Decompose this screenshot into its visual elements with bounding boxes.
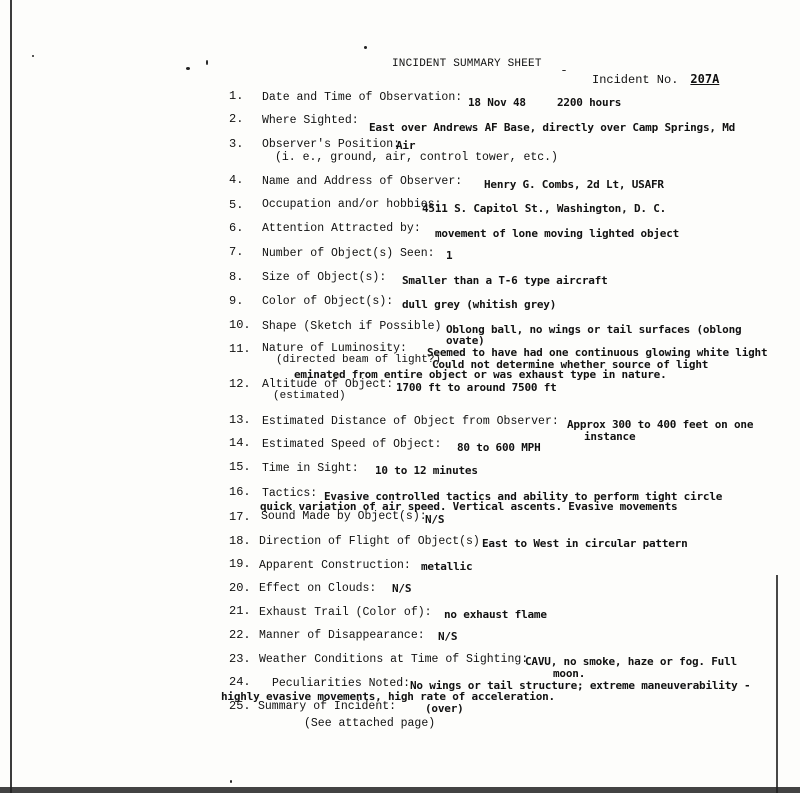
item-answer: instance <box>584 430 636 443</box>
item-answer: moon. <box>553 667 586 680</box>
item-number: 25. <box>229 699 251 713</box>
item-label: Weather Conditions at Time of Sighting: <box>259 653 529 666</box>
item-answer: Could not determine whether source of light <box>432 358 709 371</box>
item-answer: dull grey (whitish grey) <box>402 298 557 311</box>
item-answer: Air <box>396 139 416 152</box>
item-label: Estimated Distance of Object from Observer: <box>262 415 559 428</box>
item-label: Sound Made by Object(s): <box>261 510 427 523</box>
item-note: (estimated) <box>273 390 346 402</box>
item-answer: Approx 300 to 400 feet on one <box>567 418 754 431</box>
scan-left-edge <box>10 0 12 793</box>
item-answer: CAVU, no smoke, haze or fog. Full <box>525 655 737 668</box>
item-label: Tactics: <box>262 487 318 500</box>
item-answer: 1700 ft to around 7500 ft <box>396 381 557 394</box>
item-answer: (over) <box>425 702 464 715</box>
item-label: Apparent Construction: <box>259 559 411 572</box>
item-label: Size of Object(s): <box>262 271 387 284</box>
item-answer: Smaller than a T-6 type aircraft <box>402 274 608 287</box>
item-number: 22. <box>229 628 251 642</box>
item-number: 11. <box>229 342 251 356</box>
item-label: Time in Sight: <box>262 462 359 475</box>
incident-number-label: Incident No. <box>592 73 679 87</box>
item-number: 8. <box>229 270 244 284</box>
item-number: 19. <box>229 557 251 571</box>
item-label: Altitude of Object: <box>262 378 394 391</box>
item-label: Effect on Clouds: <box>259 582 377 595</box>
item-number: 17. <box>229 510 251 524</box>
scan-right-edge <box>776 575 778 793</box>
item-answer: N/S <box>392 582 412 595</box>
item-answer: 18 Nov 48 <box>468 96 526 109</box>
item-answer: East to West in circular pattern <box>482 537 688 550</box>
item-number: 14. <box>229 436 251 450</box>
item-number: 23. <box>229 652 251 666</box>
item-answer: ovate) <box>446 334 485 347</box>
item-answer: N/S <box>425 513 445 526</box>
item-answer: 1 <box>446 249 453 262</box>
item-answer: metallic <box>421 560 473 573</box>
item-number: 9. <box>229 294 244 308</box>
item-answer: Evasive controlled tactics and ability to perform tight circle <box>324 490 723 503</box>
item-label: Shape (Sketch if Possible) <box>262 320 442 333</box>
item-number: 1. <box>229 89 244 103</box>
item-number: 2. <box>229 112 244 126</box>
item-answer: 80 to 600 MPH <box>457 441 541 454</box>
item-label: Observer's Position: <box>262 138 401 151</box>
item-number: 6. <box>229 221 244 235</box>
item-label: Direction of Flight of Object(s) <box>259 535 480 548</box>
incident-number: 207A <box>690 72 720 86</box>
item-number: 5. <box>229 198 244 212</box>
incident-number-line <box>592 72 719 87</box>
item-answer: N/S <box>438 630 458 643</box>
item-label: Occupation and/or hobbies: <box>262 198 442 211</box>
item-label: Estimated Speed of Object: <box>262 438 442 451</box>
item-answer: Henry G. Combs, 2d Lt, USAFR <box>484 178 664 191</box>
item-answer: 4511 S. Capitol St., Washington, D. C. <box>422 202 667 215</box>
item-number: 16. <box>229 485 251 499</box>
item-answer: 2200 hours <box>557 96 622 109</box>
item-note: (See attached page) <box>304 717 436 730</box>
scan-speck <box>230 780 232 783</box>
item-note: (directed beam of light?) <box>276 354 442 366</box>
item-answer: Seemed to have had one continuous glowing white light <box>427 346 768 359</box>
item-label: Exhaust Trail (Color of): <box>259 606 432 619</box>
item-answer: no exhaust flame <box>444 608 547 621</box>
item-label: Peculiarities Noted: <box>272 677 411 690</box>
item-label: Color of Object(s): <box>262 295 394 308</box>
scan-bottom-edge <box>0 787 800 793</box>
item-answer: East over Andrews AF Base, directly over Camp Springs, Md <box>369 121 736 134</box>
item-answer: eminated from entire object or was exhaust type in nature. <box>294 368 667 381</box>
item-number: 12. <box>229 377 251 391</box>
item-label: Where Sighted: <box>262 114 359 127</box>
item-note: (i. e., ground, air, control tower, etc.) <box>275 151 558 164</box>
item-answer: quick variation of air speed. Vertical ascents. Evasive movements <box>260 500 678 513</box>
item-number: 7. <box>229 245 244 259</box>
item-number: 13. <box>229 413 251 427</box>
item-number: 15. <box>229 460 251 474</box>
item-number: 10. <box>229 318 251 332</box>
item-label: Nature of Luminosity: <box>262 342 407 355</box>
item-number: 20. <box>229 581 251 595</box>
item-label: Attention Attracted by: <box>262 222 421 235</box>
item-label: Name and Address of Observer: <box>262 175 463 188</box>
item-number: 4. <box>229 173 244 187</box>
item-answer: No wings or tail structure; extreme maneuverability - <box>410 679 751 692</box>
item-label: Manner of Disappearance: <box>259 629 425 642</box>
scan-speck <box>562 70 566 71</box>
item-answer: Oblong ball, no wings or tail surfaces (oblong <box>446 323 742 336</box>
item-label: Summary of Incident: <box>258 700 397 713</box>
document-title: INCIDENT SUMMARY SHEET <box>392 58 542 70</box>
item-answer: highly evasive movements, high rate of acceleration. <box>221 690 555 703</box>
scan-speck <box>364 46 367 49</box>
item-answer: movement of lone moving lighted object <box>435 227 680 240</box>
scan-speck <box>206 60 208 65</box>
item-label: Date and Time of Observation: <box>262 91 463 104</box>
item-number: 24. <box>229 675 251 689</box>
item-number: 3. <box>229 137 244 151</box>
item-label: Number of Object(s) Seen: <box>262 247 435 260</box>
scan-speck <box>186 67 190 70</box>
scan-speck <box>32 55 34 57</box>
item-number: 18. <box>229 534 251 548</box>
item-answer: 10 to 12 minutes <box>375 464 478 477</box>
item-number: 21. <box>229 604 251 618</box>
